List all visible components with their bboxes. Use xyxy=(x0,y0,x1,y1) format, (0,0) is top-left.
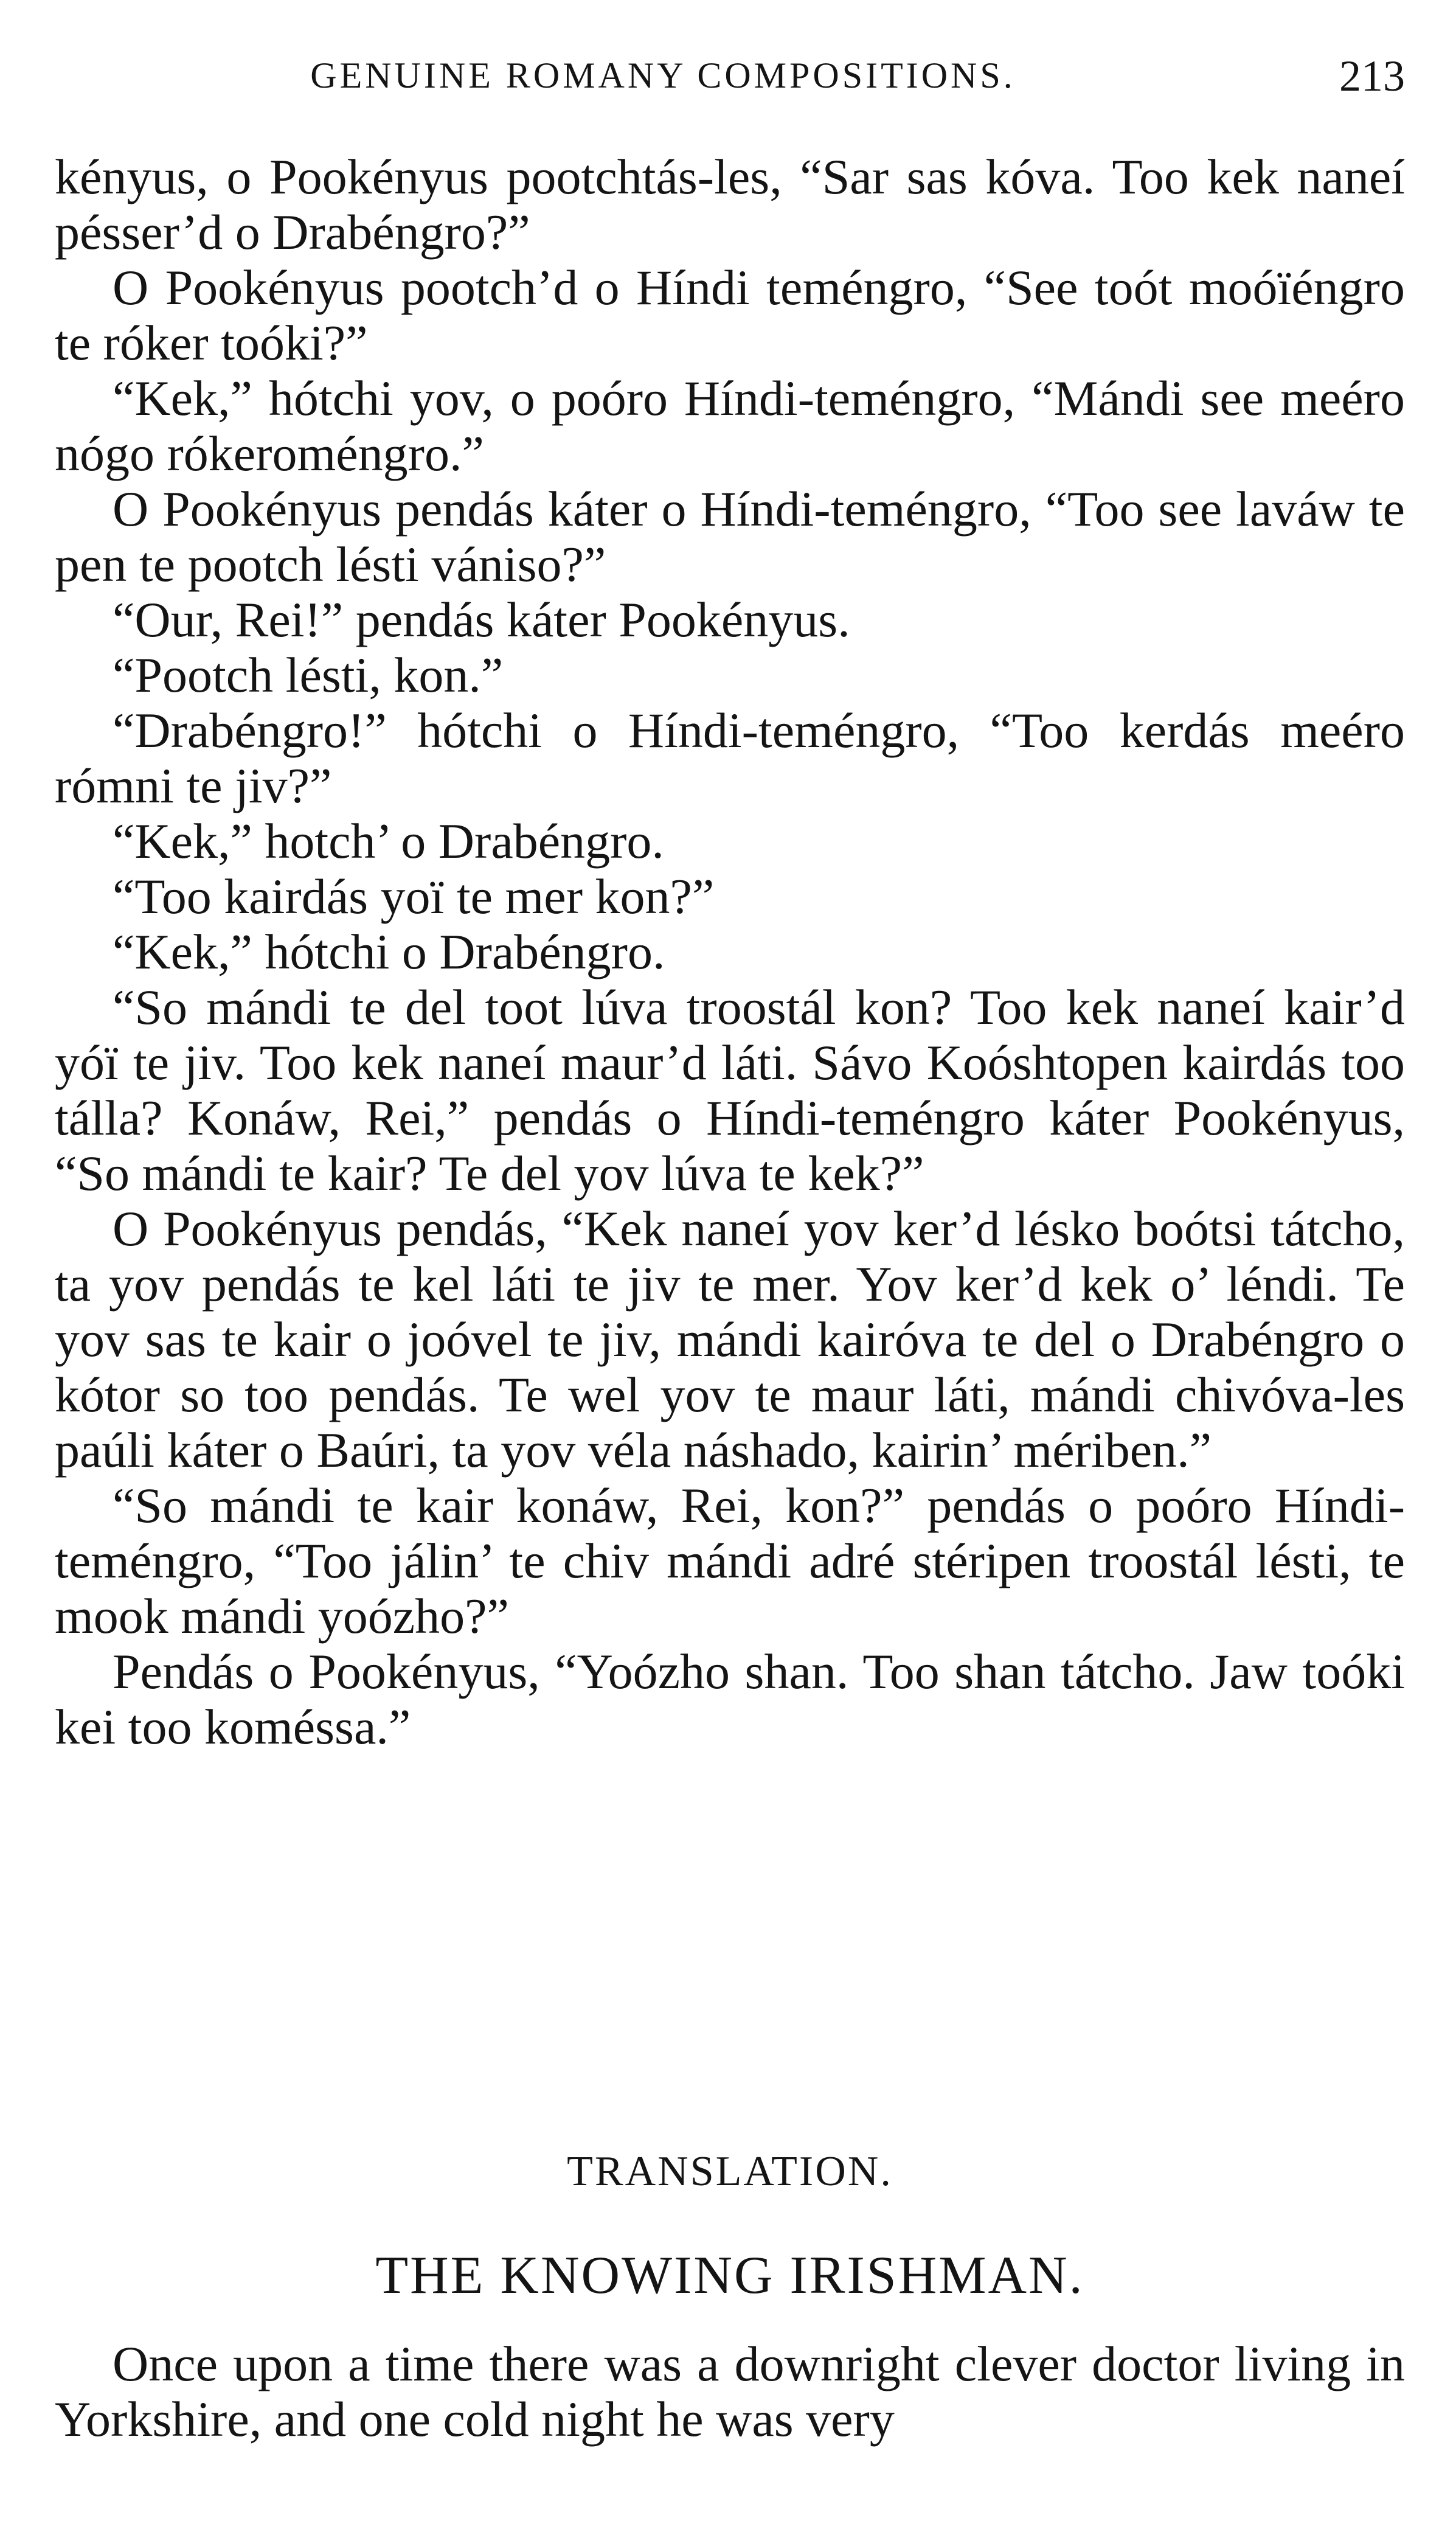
paragraph: “So mándi te kair konáw, Rei, kon?” pendás o poóro Híndi-teméngro, “Too jálin’ te chiv mándi adré stéripen troostál lésti, te mook mándi yoózho?” xyxy=(55,1478,1405,1644)
paragraph: “Too kairdás yoï te mer kon?” xyxy=(113,869,715,924)
translation-text xyxy=(55,2336,1405,2447)
translation-label: TRANSLATION. xyxy=(567,2148,893,2195)
translation-title: THE KNOWING IRISHMAN. xyxy=(375,2246,1084,2305)
paragraph: “Kek,” hótchi yov, o poóro Híndi-teméngro, “Mándi see meéro nógo rókeroméngro.” xyxy=(55,370,1405,481)
running-head xyxy=(55,43,1405,110)
paragraph: “Drabéngro!” hótchi o Híndi-teméngro, “Too kerdás meéro rómni te jiv?” xyxy=(55,703,1405,813)
paragraph: “Pootch lésti, kon.” xyxy=(113,647,504,703)
paragraph: “Kek,” hótchi o Drabéngro. xyxy=(113,924,665,979)
paragraph: O Pookényus pootch’d o Híndi teméngro, “See toót moóïéngro te róker toóki?” xyxy=(55,260,1405,370)
paragraph: “Our, Rei!” pendás káter Pookényus. xyxy=(113,592,850,647)
running-title: GENUINE ROMANY COMPOSITIONS. xyxy=(310,55,1016,96)
paragraph: kényus, o Pookényus pootchtás-les, “Sar sas kóva. Too kek naneí pésser’d o Drabéngro?” xyxy=(55,149,1405,260)
paragraph: Once upon a time there was a downright clever doctor living in Yorkshire, and one cold night he was very xyxy=(55,2336,1405,2447)
paragraph: Pendás o Pookényus, “Yoózho shan. Too shan tátcho. Jaw toóki kei too koméssa.” xyxy=(55,1644,1405,1754)
romany-text xyxy=(55,149,1405,1754)
book-page xyxy=(55,0,1405,2535)
paragraph: “So mándi te del toot lúva troostál kon? Too kek naneí kair’d yóï te jiv. Too kek naneí maur’d láti. Sávo Koóshtopen kairdás too tálla? Konáw, Rei,” pendás o Híndi-teméngro káter Pookényus, “So mándi te kair? Te del yov lúva te kek?” xyxy=(55,979,1405,1201)
paragraph: O Pookényus pendás káter o Híndi-teméngro, “Too see laváw te pen te pootch lésti vániso?” xyxy=(55,481,1405,592)
paragraph: O Pookényus pendás, “Kek naneí yov ker’d lésko boótsi tátcho, ta yov pendás te kel láti te jiv te mer. Yov ker’d kek o’ léndi. Te yov sas te kair o joóvel te jiv, mándi kairóva te del o Drabéngro o kótor so too pendás. Te wel yov te maur láti, mándi chivóva-les paúli káter o Baúri, ta yov véla náshado, kairin’ mériben.” xyxy=(55,1201,1405,1478)
page-number: 213 xyxy=(1339,52,1405,100)
paragraph: “Kek,” hotch’ o Drabéngro. xyxy=(113,813,664,869)
